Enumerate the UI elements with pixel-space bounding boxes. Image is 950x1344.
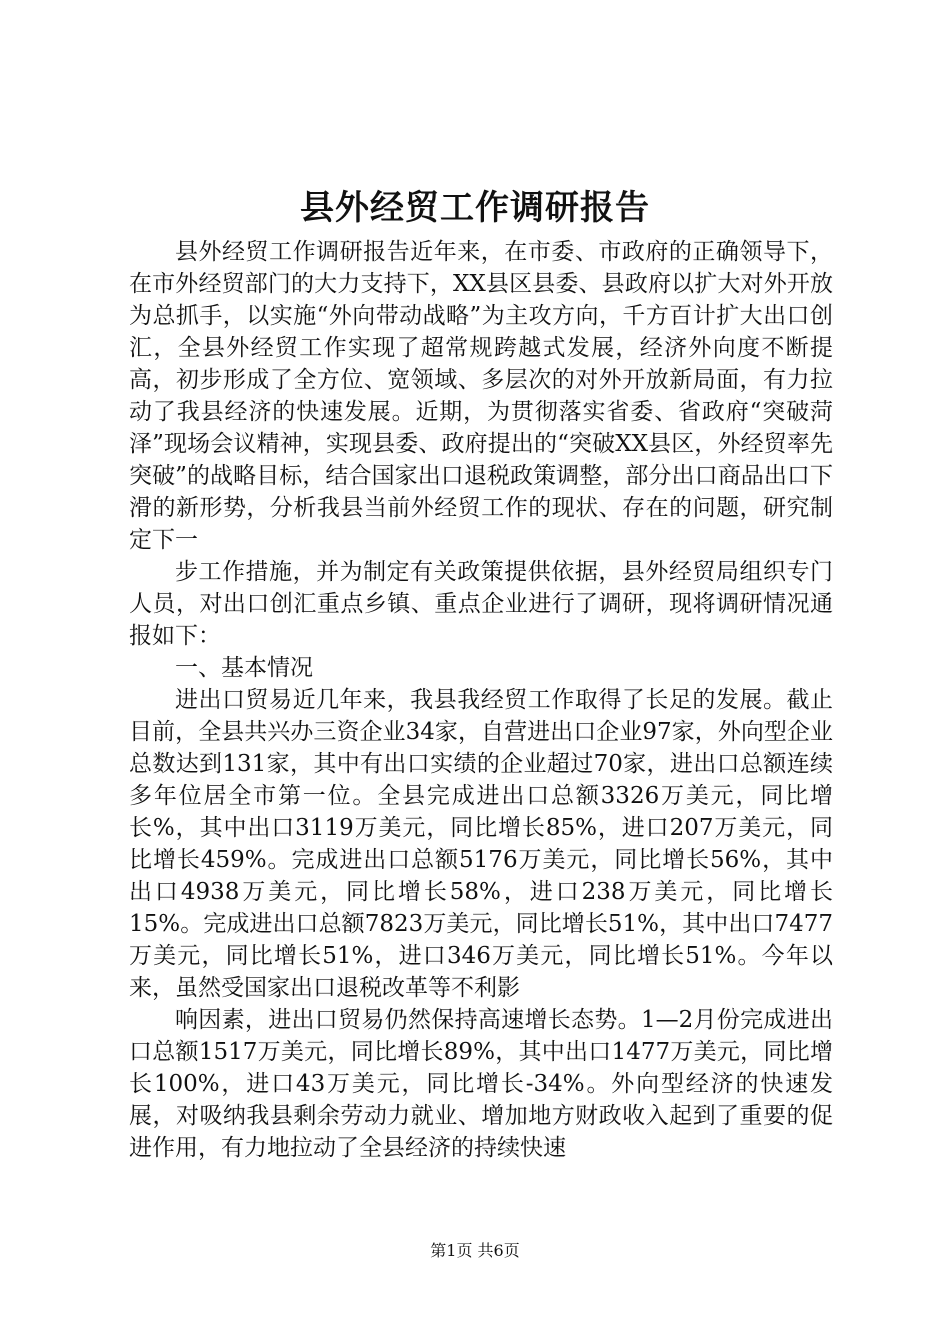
section-heading-basic-situation: 一、基本情况 (175, 655, 313, 681)
paragraph-intro-continued: 步工作措施，并为制定有关政策提供依据，县外经贸局组织专门人员，对出口创汇重点乡镇、重点企业进行了调研，现将调研情况通报如下： (129, 559, 833, 649)
document-body (129, 236, 833, 1164)
page-number-footer: 第1页 共6页 (430, 1241, 520, 1260)
document-title: 县外经贸工作调研报告 (300, 188, 650, 228)
paragraph-trade-growth: 响因素，进出口贸易仍然保持高速增长态势。1—2月份完成进出口总额1517万美元，同比增长89%，其中出口1477万美元，同比增长100%，进口43万美元，同比增长-34%。外向型经济的快速发展，对吸纳我县剩余劳动力就业、增加地方财政收入起到了重要的促进作用，有力地拉动了全县经济的持续快速 (129, 1007, 833, 1161)
paragraph-trade-statistics: 进出口贸易近几年来，我县我经贸工作取得了长足的发展。截止目前，全县共兴办三资企业34家，自营进出口企业97家，外向型企业总数达到131家，其中有出口实绩的企业超过70家，进出口总额连续多年位居全市第一位。全县完成进出口总额3326万美元，同比增长%，其中出口3119万美元，同比增长85%，进口207万美元，同比增长459%。完成进出口总额5176万美元，同比增长56%，其中出口4938万美元，同比增长58%，进口238万美元，同比增长15%。完成进出口总额7823万美元，同比增长51%，其中出口7477万美元，同比增长51%，进口346万美元，同比增长51%。今年以来，虽然受国家出口退税改革等不利影 (129, 687, 833, 1001)
paragraph-intro: 县外经贸工作调研报告近年来，在市委、市政府的正确领导下，在市外经贸部门的大力支持下，XX县区县委、县政府以扩大对外开放为总抓手，以实施“外向带动战略”为主攻方向，千方百计扩大出口创汇，全县外经贸工作实现了超常规跨越式发展，经济外向度不断提高，初步形成了全方位、宽领域、多层次的对外开放新局面，有力拉动了我县经济的快速发展。近期，为贯彻落实省委、省政府“突破菏泽”现场会议精神，实现县委、政府提出的“突破XX县区，外经贸率先突破”的战略目标，结合国家出口退税政策调整，部分出口商品出口下滑的新形势，分析我县当前外经贸工作的现状、存在的问题，研究制定下一 (129, 239, 833, 553)
